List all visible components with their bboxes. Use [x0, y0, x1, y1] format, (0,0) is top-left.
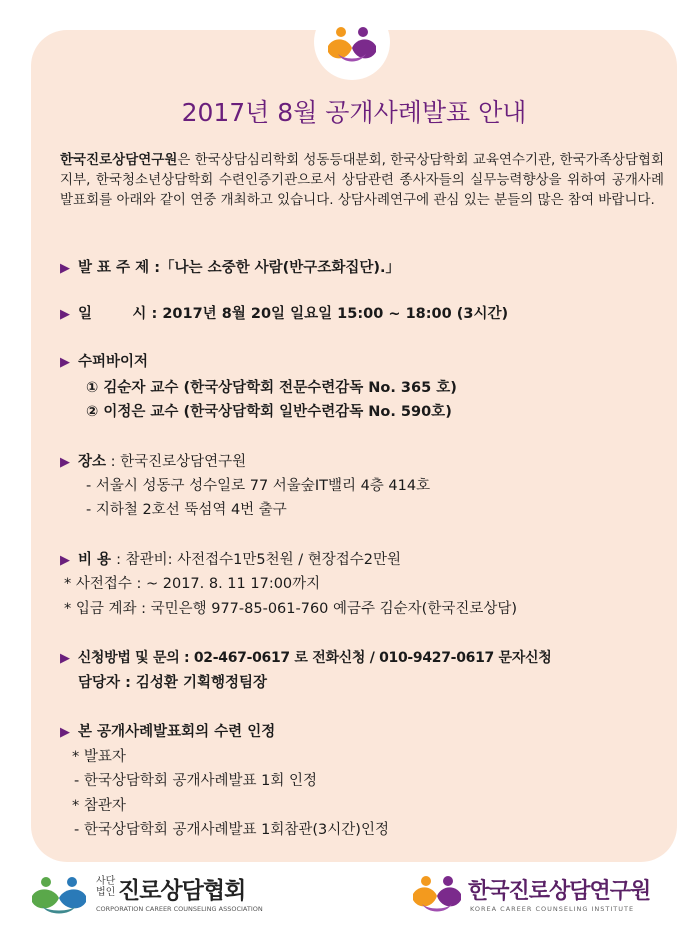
institute-emblem-icon	[408, 872, 468, 918]
triangle-bullet-icon: ▶	[60, 725, 70, 740]
triangle-bullet-icon: ▶	[60, 455, 70, 470]
right-institute-logo	[408, 872, 688, 922]
triangle-bullet-icon: ▶	[60, 261, 70, 276]
supervisor-row	[60, 350, 680, 371]
association-subtitle: CORPORATION CAREER COUNSELING ASSOCIATION	[96, 905, 263, 913]
cert-attendee-label: * 참관자	[72, 798, 126, 814]
cert-row	[60, 720, 680, 741]
place-label: 장소	[78, 454, 107, 470]
triangle-bullet-icon: ▶	[60, 651, 70, 666]
intro-org: 한국진로상담연구원	[60, 152, 178, 168]
cert-label: 본 공개사례발표회의 수련 인정	[78, 724, 276, 740]
topic-row	[60, 256, 680, 277]
place-subway: - 지하철 2호선 뚝섬역 4번 출구	[86, 502, 287, 518]
apply-row	[60, 647, 680, 667]
cert-presenter-label: * 발표자	[72, 749, 126, 765]
place-value: : 한국진로상담연구원	[106, 454, 247, 470]
top-emblem	[314, 4, 390, 80]
left-association-logo	[26, 872, 296, 922]
emblem-logo-icon	[314, 4, 390, 80]
triangle-bullet-icon: ▶	[60, 553, 70, 568]
intro-paragraph	[60, 150, 664, 210]
place-address: - 서울시 성동구 성수일로 77 서울숲IT밸리 4층 414호	[86, 478, 431, 494]
cost-value: : 참관비: 사전접수1만5천원 / 현장접수2만원	[116, 552, 402, 568]
supervisor-item-1: ① 김순자 교수 (한국상담학회 전문수련감독 No. 365 호)	[86, 380, 457, 396]
supervisor-item-2: ② 이정은 교수 (한국상담학회 일반수련감독 No. 590호)	[86, 404, 452, 420]
association-emblem-icon	[26, 872, 96, 922]
institute-name: 한국진로상담연구원	[468, 879, 651, 904]
cost-account: * 입금 계좌 : 국민은행 977-85-061-760 예금주 김순자(한국진로상담)	[64, 601, 518, 617]
date-row	[60, 302, 680, 323]
date-label: 일 시 :	[78, 306, 158, 322]
date-value: 2017년 8월 20일 일요일 15:00 ~ 18:00 (3시간)	[162, 306, 509, 322]
institute-subtitle: KOREA CAREER COUNSELING INSTITUTE	[470, 905, 635, 913]
association-name: 진로상담협회	[118, 878, 246, 904]
page-title: 2017년 8월 공개사례발표 안내	[181, 98, 527, 127]
supervisor-label: 수퍼바이저	[78, 354, 149, 370]
cert-attendee-value: - 한국상담학회 공개사례발표 1회참관(3시간)인정	[74, 822, 389, 838]
triangle-bullet-icon: ▶	[60, 355, 70, 370]
apply-contact: 담당자 : 김성환 기획행정팀장	[78, 675, 268, 691]
place-row	[60, 450, 680, 471]
cost-label: 비 용	[78, 552, 112, 568]
triangle-bullet-icon: ▶	[60, 307, 70, 322]
cost-deadline: * 사전접수 : ~ 2017. 8. 11 17:00까지	[64, 576, 321, 592]
apply-label: 신청방법 및 문의 : 02-467-0617 로 전화신청 / 010-9427-0617 문자신청	[77, 650, 552, 666]
cost-row	[60, 548, 680, 569]
intro-text: 은 한국상담심리학회 성동등대분회, 한국상담학회 교육연수기관, 한국가족상담협회 지부, 한국청소년상담학회 수련인증기관으로서 상담관련 종사자들의 실무능력향상을 위하여 공개사례발표회를 아래와 같이 연중 개최하고 있습니다. 상담사례연구에 관심 있는 분들의 많은 참여 바랍니다.	[60, 152, 664, 208]
topic-value: 「나는 소중한 사람(반구조화집단).」	[160, 260, 400, 276]
topic-label: 발 표 주 제 :	[78, 260, 161, 276]
cert-presenter-value: - 한국상담학회 공개사례발표 1회 인정	[74, 773, 317, 789]
association-type-label: 사단 법인	[96, 876, 116, 898]
